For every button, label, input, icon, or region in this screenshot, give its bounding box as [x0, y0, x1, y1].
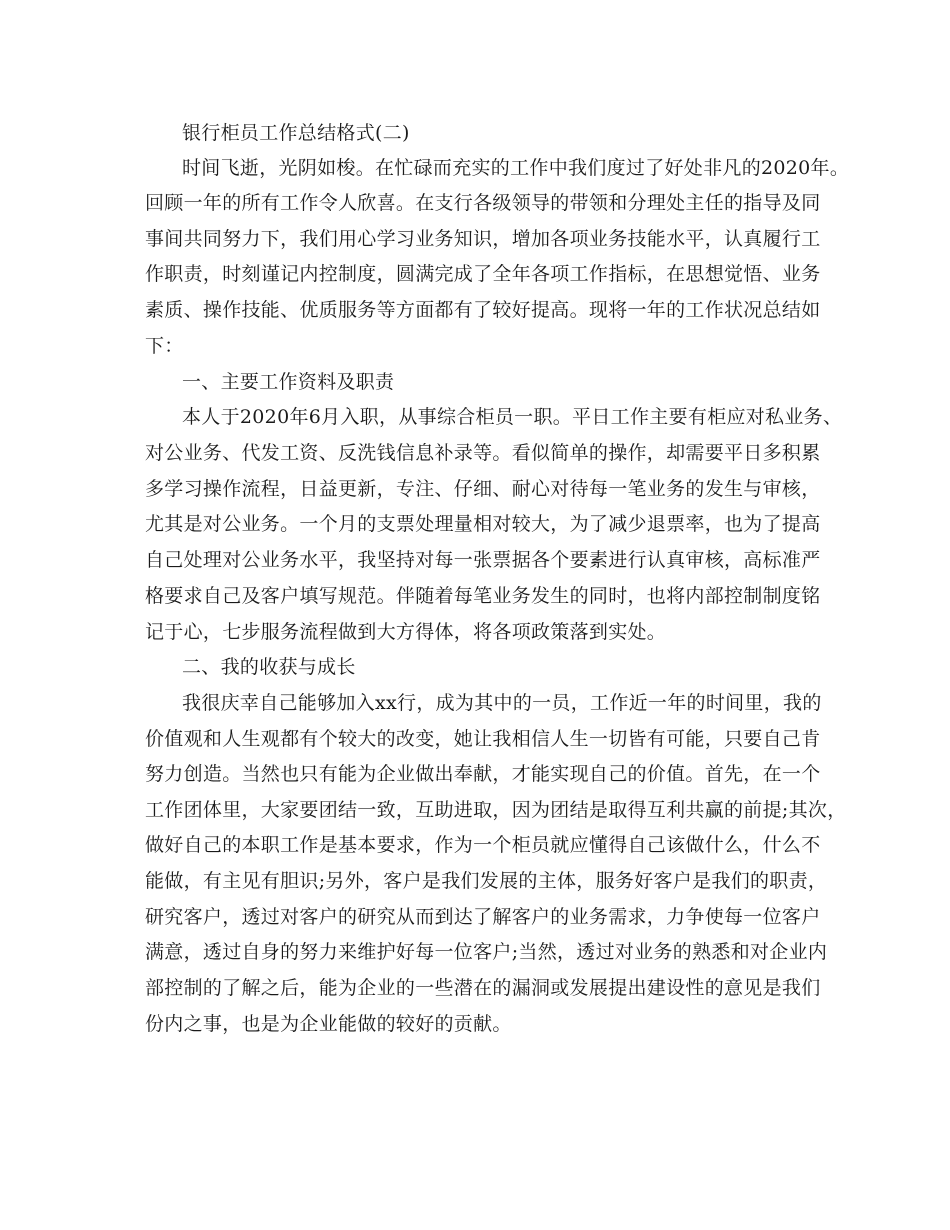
document-title: 银行柜员工作总结格式(二) — [182, 122, 410, 144]
section2-line: 做好自己的本职工作是基本要求，作为一个柜员就应懂得自己该做什么，什么不 — [145, 834, 821, 856]
section1-line: 多学习操作流程，日益更新，专注、仔细、耐心对待每一笔业务的发生与审核， — [145, 478, 821, 500]
section1-line: 记于心，七步服务流程做到大方得体，将各项政策落到实处。 — [145, 621, 667, 643]
section1-line: 格要求自己及客户填写规范。伴随着每笔业务发生的同时，也将内部控制制度铭 — [145, 585, 821, 607]
section1-line: 本人于2020年6月入职，从事综合柜员一职。平日工作主要有柜应对私业务、 — [182, 406, 843, 428]
section2-line: 研究客户，透过对客户的研究从而到达了解客户的业务需求，力争使每一位客户 — [145, 906, 821, 928]
section2-line: 努力创造。当然也只有能为企业做出奉献，才能实现自己的价值。首先，在一个 — [145, 763, 821, 785]
intro-line: 时间飞逝，光阴如梭。在忙碌而充实的工作中我们度过了好处非凡的2020年。 — [182, 157, 850, 179]
section-heading: 二、我的收获与成长 — [182, 656, 356, 678]
section2-line: 我很庆幸自己能够加入xx行，成为其中的一员，工作近一年的时间里，我的 — [182, 692, 822, 714]
intro-line: 回顾一年的所有工作令人欣喜。在支行各级领导的带领和分理处主任的指导及同 — [145, 192, 821, 214]
section2-line: 满意，透过自身的努力来维护好每一位客户;当然，透过对业务的熟悉和对企业内 — [145, 941, 828, 963]
intro-line: 素质、操作技能、优质服务等方面都有了较好提高。现将一年的工作状况总结如 — [145, 299, 821, 321]
section1-line: 尤其是对公业务。一个月的支票处理量相对较大，为了减少退票率，也为了提高 — [145, 513, 821, 535]
section1-line: 自己处理对公业务水平，我坚持对每一张票据各个要素进行认真审核，高标准严 — [145, 549, 821, 571]
section2-line: 份内之事，也是为企业能做的较好的贡献。 — [145, 1013, 512, 1035]
section2-line: 价值观和人生观都有个较大的改变，她让我相信人生一切皆有可能，只要自己肯 — [145, 728, 821, 750]
section2-line: 工作团体里，大家要团结一致，互助进取，因为团结是取得互利共赢的前提;其次， — [145, 799, 847, 821]
section2-line: 部控制的了解之后，能为企业的一些潜在的漏洞或发展提出建设性的意见是我们 — [145, 977, 821, 999]
section2-line: 能做，有主见有胆识;另外，客户是我们发展的主体，服务好客户是我们的职责， — [145, 870, 828, 892]
section-heading: 一、主要工作资料及职责 — [182, 371, 395, 393]
intro-line: 下： — [145, 335, 184, 357]
intro-line: 事间共同努力下，我们用心学习业务知识，增加各项业务技能水平，认真履行工 — [145, 228, 821, 250]
intro-line: 作职责，时刻谨记内控制度，圆满完成了全年各项工作指标，在思想觉悟、业务 — [145, 263, 821, 285]
section1-line: 对公业务、代发工资、反洗钱信息补录等。看似简单的操作，却需要平日多积累 — [145, 442, 821, 464]
